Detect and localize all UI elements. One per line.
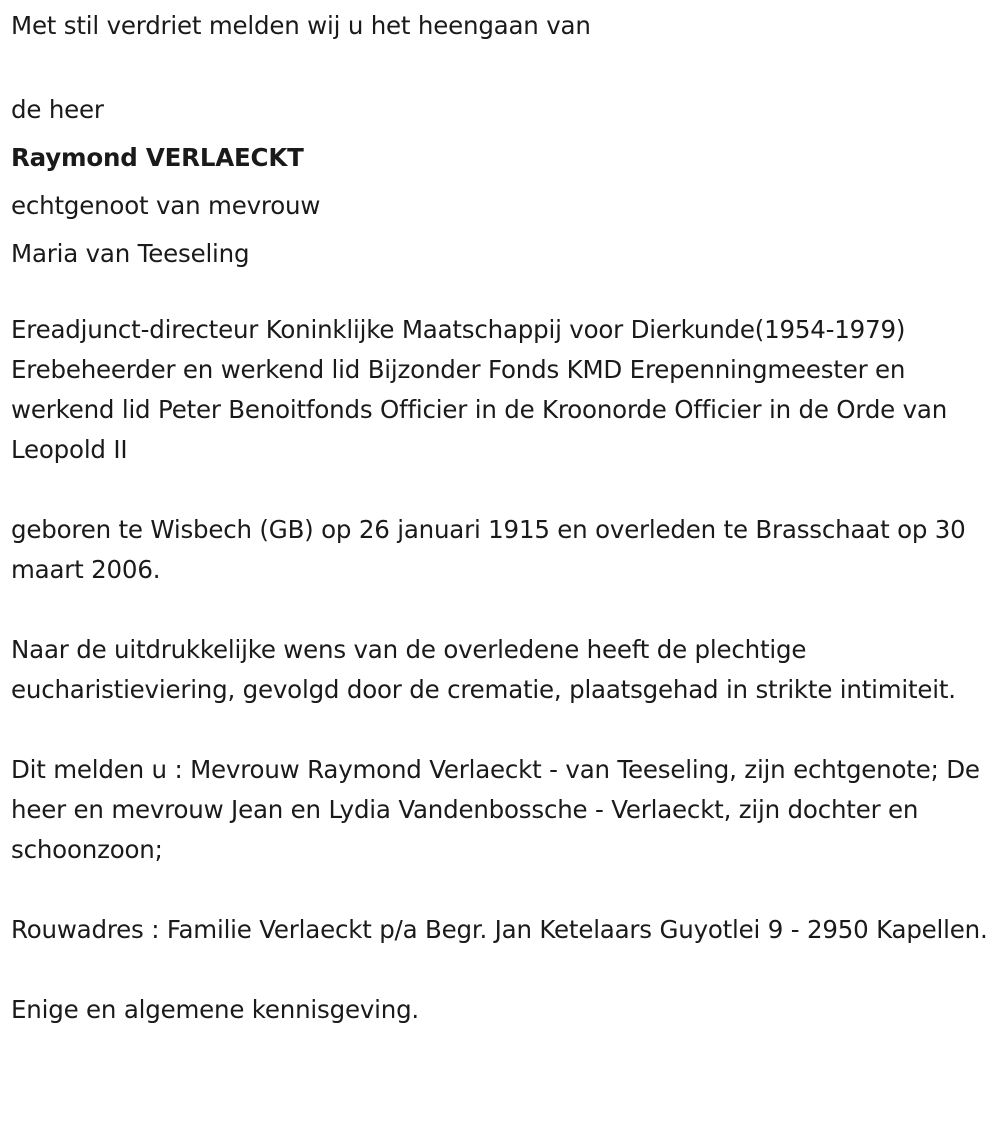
spacer [11,590,996,630]
closing-line: Enige en algemene kennisgeving. [11,995,420,1024]
spacer [11,710,996,750]
death-notice [11,6,996,1030]
opening-line: Met stil verdriet melden wij u het heengaan van [11,11,591,40]
announcers-paragraph: Dit melden u : Mevrouw Raymond Verlaeckt - van Teeseling, zijn echtgenote; De heer en mevrouw Jean en Lydia Vandenbossche - Verlaeckt, zijn dochter en schoonzoon; [11,755,980,864]
spacer [11,950,996,990]
spacer [11,470,996,510]
spacer [11,46,996,86]
ceremony-paragraph: Naar de uitdrukkelijke wens van de overledene heeft de plechtige eucharistieviering, gevolgd door de crematie, plaatsgehad in strikte intimiteit. [11,635,956,704]
titles-paragraph: Ereadjunct-directeur Koninklijke Maatschappij voor Dierkunde(1954-1979) Erebeheerder en werkend lid Bijzonder Fonds KMD Erepenningmeester en werkend lid Peter Benoitfonds Officier in de Kroonorde Officier in de Orde van Leopold II [11,315,948,464]
spouse-intro: echtgenoot van mevrouw [11,191,321,220]
spacer [11,278,996,310]
mourning-address: Rouwadres : Familie Verlaeckt p/a Begr. Jan Ketelaars Guyotlei 9 - 2950 Kapellen. [11,915,988,944]
birth-death-paragraph: geboren te Wisbech (GB) op 26 januari 1915 en overleden te Brasschaat op 30 maart 2006. [11,515,966,584]
spouse-name: Maria van Teeseling [11,239,250,268]
salutation: de heer [11,95,104,124]
spacer [11,870,996,910]
deceased-name: Raymond VERLAECKT [11,143,304,172]
